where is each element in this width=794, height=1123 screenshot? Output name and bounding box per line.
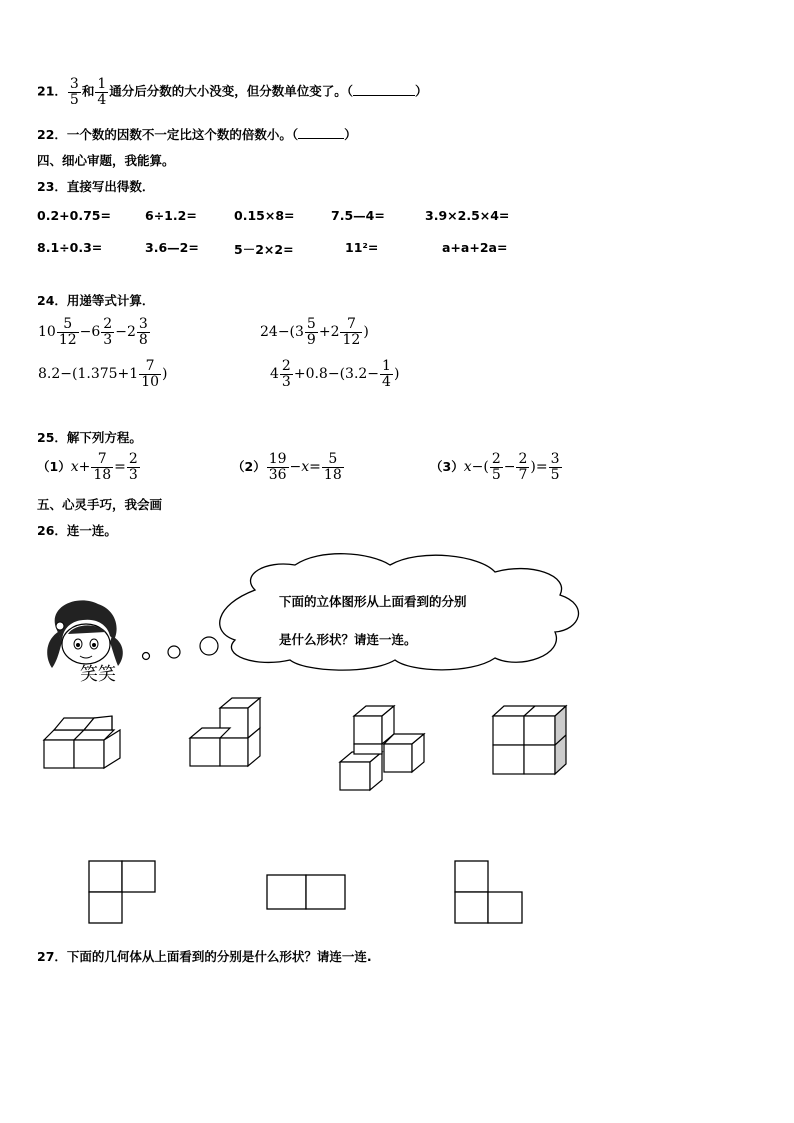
question-22: 22．一个数的因数不一定比这个数的倍数小。（ ）	[37, 127, 357, 142]
top-view-l-shape-2	[455, 861, 522, 923]
section-4-heading: 四、细心审题，我能算。	[37, 153, 175, 168]
calc-item: 5－2×2=	[234, 242, 294, 257]
girl-name: 笑笑	[80, 664, 116, 685]
cloud-text-line-1: 下面的立体图形从上面看到的分别	[279, 594, 467, 609]
equation-1: （1）x+ $\frac{7}{18}$ = $\frac{2}{3}$	[37, 451, 138, 483]
equation-2: （2） $\frac{19}{36}$ −x= $\frac{5}{18}$	[232, 451, 342, 483]
top-view-l-shape-1	[89, 861, 155, 923]
calc-item: 11²=	[345, 240, 379, 255]
cloud-text-line-2: 是什么形状？请连一连。	[279, 632, 417, 647]
expression-3: 8.2−(1.375+1 $\frac{7}{10}$ )	[38, 358, 168, 390]
calc-item: 7.5—4=	[331, 208, 385, 223]
expression-2: 24−(3 $\frac{5}{9}$ +2 $\frac{7}{12}$ )	[260, 316, 369, 348]
question-25-title: 25．解下列方程。	[37, 430, 142, 445]
calc-item: 0.2+0.75=	[37, 208, 111, 223]
top-view-two-squares	[267, 875, 345, 909]
question-27: 27．下面的几何体从上面看到的分别是什么形状？请连一连.	[37, 949, 372, 964]
question-21: 21． $\frac{3}{5}$ 和 $\frac{1}{4}$ 通分后分数的大小没变，但分数单位变了。（ ）	[37, 76, 428, 108]
calc-item: 3.9×2.5×4=	[425, 208, 510, 223]
calc-item: a+a+2a=	[442, 240, 508, 255]
expression-1: 10 $\frac{5}{12}$ −6 $\frac{2}{3}$ −2 $\frac{3}{8}$	[38, 316, 148, 348]
calc-item: 8.1÷0.3=	[37, 240, 103, 255]
calc-item: 3.6—2=	[145, 240, 199, 255]
question-26-title: 26．连一连。	[37, 523, 117, 538]
calc-item: 6÷1.2=	[145, 208, 197, 223]
calc-item: 0.15×8=	[234, 208, 295, 223]
equation-3: （3）x−( $\frac{2}{5}$ − $\frac{2}{7}$ )= $\frac{3}{5}$	[430, 451, 560, 483]
question-24-title: 24．用递等式计算．	[37, 293, 155, 308]
expression-4: 4 $\frac{2}{3}$ +0.8−(3.2− $\frac{1}{4}$ )	[270, 358, 400, 390]
question-23-title: 23．直接写出得数．	[37, 179, 155, 194]
section-5-heading: 五、心灵手巧，我会画	[37, 497, 163, 512]
